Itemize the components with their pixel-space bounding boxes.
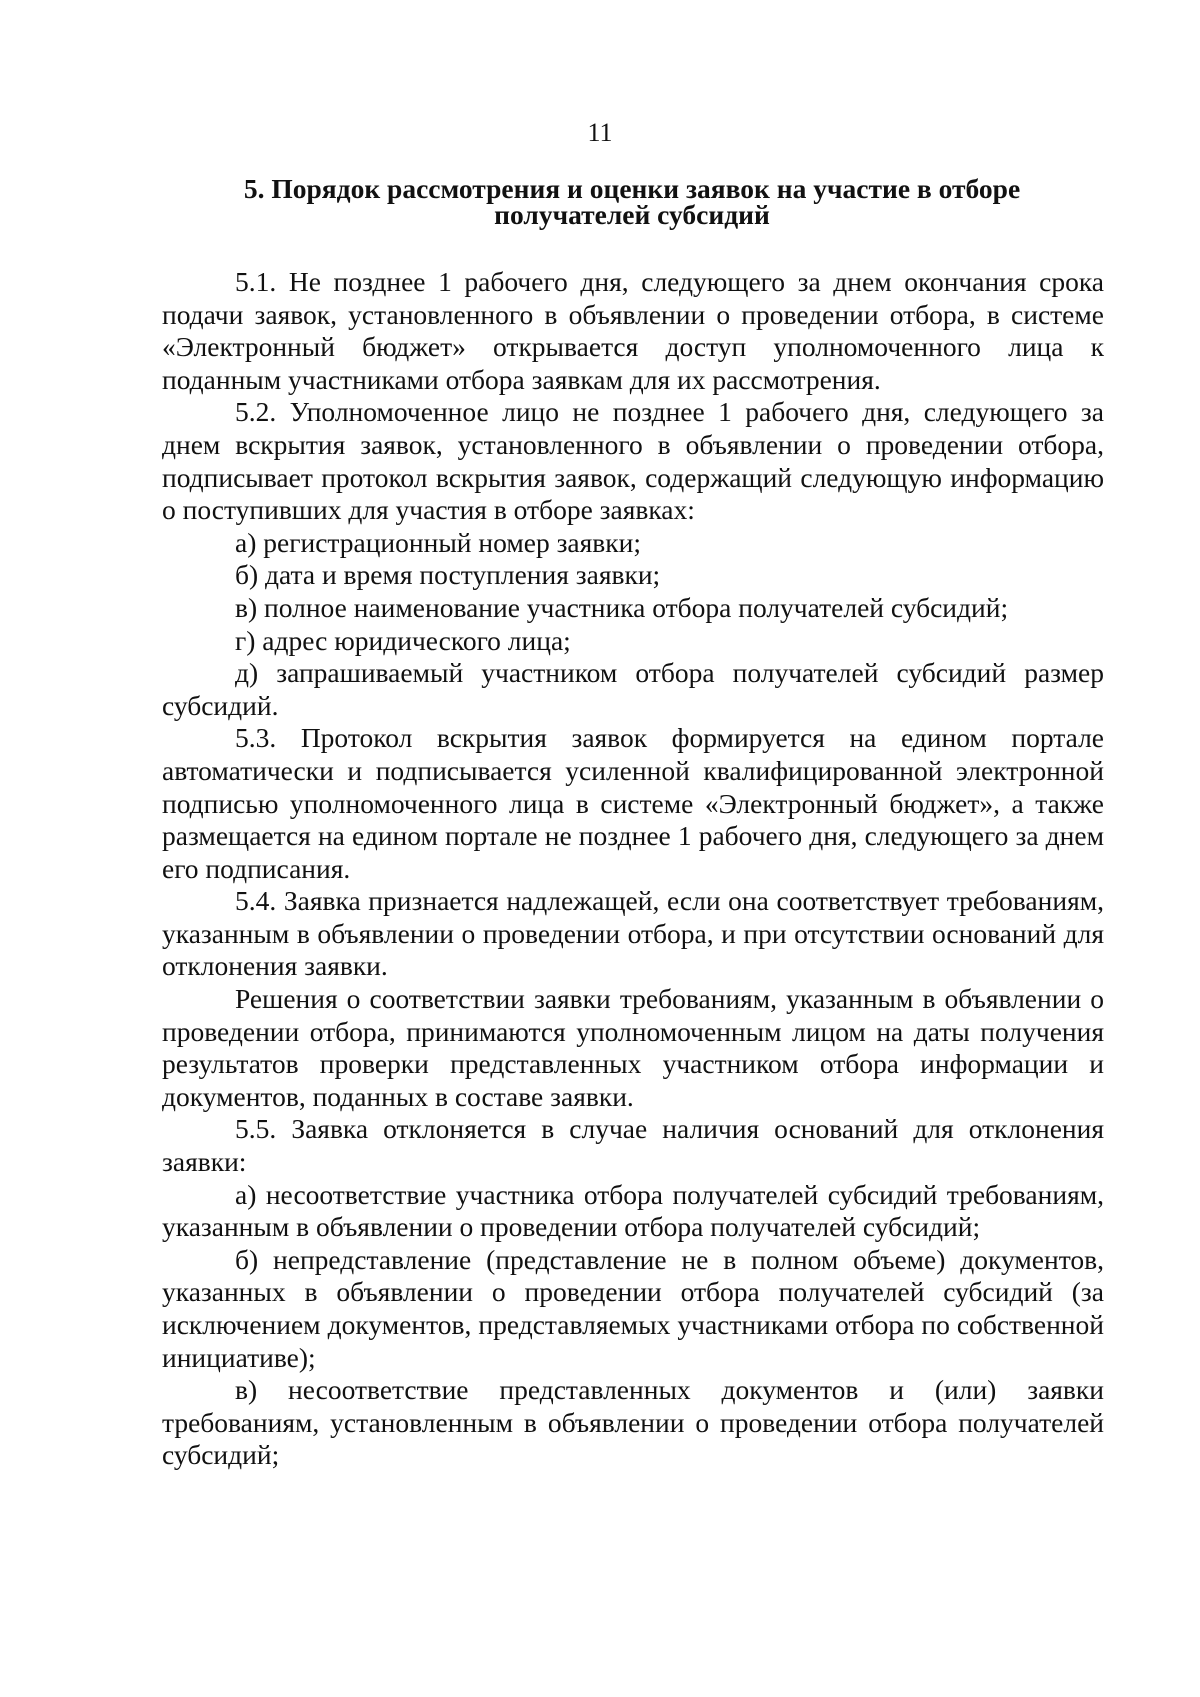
list-item-v-document-mismatch: в) несоответствие представленных документов и (или) заявки требованиям, установленным в объявлении о проведении отбора получателей субсидий; <box>162 1374 1104 1471</box>
paragraph-5-5: 5.5. Заявка отклоняется в случае наличия оснований для отклонения заявки: <box>162 1113 1104 1178</box>
list-item-d-requested-amount: д) запрашиваемый участником отбора получателей субсидий размер субсидий. <box>162 657 1104 721</box>
list-item-g-legal-address: г) адрес юридического лица; <box>235 624 571 656</box>
page-number: 11 <box>587 118 613 147</box>
paragraph-5-1: 5.1. Не позднее 1 рабочего дня, следующего за днем окончания срока подачи заявок, установленного в объявлении о проведении отбора, в системе «Электронный бюджет» открывается доступ уполномоченного лица к поданным участниками отбора заявкам для их рассмотрения. <box>162 266 1104 395</box>
body-text <box>162 266 1104 1472</box>
paragraph-5-2: 5.2. Уполномоченное лицо не позднее 1 рабочего дня, следующего за днем вскрытия заявок, установленного в объявлении о проведении отбора, подписывает протокол вскрытия заявок, содержащий следующую информацию о поступивших для участия в отборе заявках: <box>162 396 1104 526</box>
paragraph-5-3: 5.3. Протокол вскрытия заявок формируется на едином портале автоматически и подписывается усиленной квалифицированной электронной подписью уполномоченного лица в системе «Электронный бюджет», а также размещается на едином портале не позднее 1 рабочего дня, следующего за днем его подписания. <box>162 722 1104 884</box>
list-item-b-date-time: б) дата и время поступления заявки; <box>235 559 661 591</box>
section-heading <box>160 173 1104 230</box>
section-heading-line-2: получателей субсидий <box>494 199 770 230</box>
section-heading-line-1: 5. Порядок рассмотрения и оценки заявок на участие в отборе <box>243 173 1021 204</box>
list-item-a-registration-number: а) регистрационный номер заявки; <box>235 526 641 558</box>
list-item-v-full-name: в) полное наименование участника отбора получателей субсидий; <box>235 591 1009 623</box>
paragraph-decisions: Решения о соответствии заявки требованиям, указанным в объявлении о проведении отбора, принимаются уполномоченным лицом на даты получения результатов проверки представленных участником отбора информации и документов, поданных в составе заявки. <box>162 983 1104 1112</box>
list-item-a-nonconformity: а) несоответствие участника отбора получателей субсидий требованиям, указанным в объявлении о проведении отбора получателей субсидий; <box>162 1178 1104 1243</box>
list-item-b-missing-documents: б) непредставление (представление не в полном объеме) документов, указанных в объявлении о проведении отбора получателей субсидий (за исключением документов, представляемых участниками отбора по собственной инициативе); <box>162 1243 1104 1373</box>
paragraph-5-4: 5.4. Заявка признается надлежащей, если она соответствует требованиям, указанным в объявлении о проведении отбора, и при отсутствии оснований для отклонения заявки. <box>162 885 1104 982</box>
